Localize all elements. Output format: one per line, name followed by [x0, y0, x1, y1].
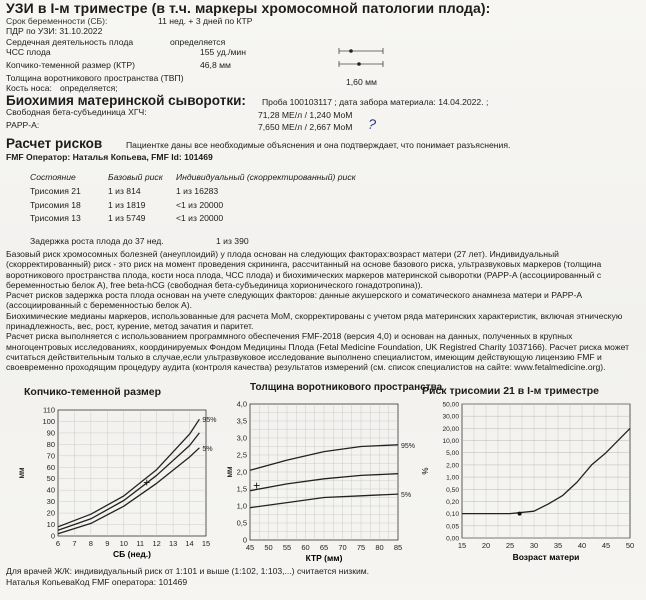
y-tick-label: 0,5 — [236, 518, 247, 528]
table-row-individual: 1 из 16283 — [176, 186, 219, 196]
cardiac-label: Сердечная деятельность плода — [6, 37, 134, 47]
explanation-paragraph: Расчет риска выполняется с использованием программного обеспечения FMF-2018 (версия 4,0) и основан на данных, полученных в крупных многоцентровых исследованиях, координируемых Фондом Медицины Плода (Fetal Medicine Foundation, UK Registred Charity 1037166). Расчет риска может считаться действительным только в случае,если ультразвуковое исследование выполнено специалистом, имеющим действующую лицензию FMF и своевременно проходящим процедуру аудита (контроля качества) результатов измерений (см. список специалистов на сайте: www.fetalmedicine.org). — [6, 331, 630, 373]
x-tick-label: 45 — [601, 541, 611, 550]
nt-chart-title: Толщина воротникового пространства — [250, 382, 443, 393]
y-tick-label: 10 — [46, 520, 55, 530]
y-tick-label: 20 — [46, 508, 55, 518]
t21-chart-title: Риск трисомии 21 в I-м триместре — [422, 385, 599, 397]
y-tick-label: 100 — [42, 416, 55, 426]
y-tick-label: 50 — [46, 474, 55, 484]
x-tick-label: 15 — [201, 539, 211, 548]
x-tick-label: 20 — [481, 541, 491, 550]
x-tick-label: 15 — [457, 541, 467, 550]
t21-chart — [418, 396, 644, 566]
x-tick-label: 12 — [152, 539, 161, 548]
y-tick-label: 0 — [50, 531, 55, 541]
x-tick-label: 70 — [338, 543, 347, 552]
y-axis-label: мм — [225, 466, 234, 478]
biochem-title: Биохимия материнской сыворотки: — [6, 93, 246, 108]
table-row-base: 1 из 1819 — [108, 200, 146, 210]
table-row-base: 1 из 814 — [108, 186, 141, 196]
x-tick-label: 6 — [55, 539, 61, 548]
hcg-value: 71,28 МЕ/л / 1,240 МоМ — [258, 110, 353, 120]
crl-chart — [0, 398, 222, 566]
y-tick-label: 30,00 — [442, 413, 459, 421]
x-tick-label: 14 — [185, 539, 194, 548]
col-base-risk: Базовый риск — [108, 172, 163, 182]
table-row-condition: Трисомия 21 — [30, 186, 81, 196]
y-tick-label: 1,5 — [236, 484, 247, 494]
pappa-value: 7,650 МЕ/л / 2,667 МоМ — [258, 122, 353, 132]
cardiac-value: определяется — [170, 37, 226, 47]
y-tick-label: 3,5 — [236, 416, 247, 426]
y-axis-label: % — [421, 467, 430, 475]
plot-frame — [58, 410, 206, 536]
hr-value: 155 уд./мин — [200, 47, 246, 57]
y-tick-label: 5,00 — [446, 450, 459, 458]
x-tick-label: 13 — [168, 539, 178, 548]
x-tick-label: 8 — [88, 539, 93, 548]
fmf-operator: FMF Оператор: Наталья Копьева, FMF Id: 101469 — [6, 152, 213, 162]
y-tick-label: 10,00 — [442, 438, 459, 446]
x-axis-label: СБ (нед.) — [113, 549, 151, 559]
x-tick-label: 25 — [505, 541, 515, 550]
legend-label: 95% — [401, 442, 416, 450]
x-tick-label: 85 — [393, 543, 403, 552]
pappa-label: PAPP-A: — [6, 120, 40, 130]
y-tick-label: 0,10 — [446, 511, 459, 519]
y-tick-label: 0,20 — [446, 498, 459, 506]
legend-label: 5% — [202, 445, 213, 453]
y-tick-label: 1,00 — [446, 474, 459, 482]
legend-label: 5% — [401, 492, 412, 500]
crl-value: 46,8 мм — [200, 60, 231, 70]
table-row-individual: <1 из 20000 — [176, 213, 224, 223]
x-tick-label: 75 — [356, 543, 366, 552]
x-tick-label: 50 — [264, 543, 273, 552]
y-tick-label: 3,0 — [236, 433, 247, 443]
nt-value: 1,60 мм — [346, 77, 377, 87]
footer-note: Для врачей Ж/К: индивидуальный риск от 1:101 и выше (1:102, 1:103,...) считается низким. — [6, 566, 370, 576]
x-tick-label: 10 — [119, 539, 128, 548]
explanation-paragraph: Биохимические медианы маркеров, использованные для расчета МоМ, скорректированы с учетом ряда материнских характеристик, включая этническую принадлежность, вес, рост, курение, метод зачатия и паритет. — [6, 310, 623, 332]
footer-operator: Наталья КопьеваКод FMF оператора: 101469 — [6, 577, 188, 587]
risk-note: Пациентке даны все необходимые объяснения и она подтверждает, что понимает разъяснения. — [126, 140, 511, 150]
x-tick-label: 80 — [375, 543, 384, 552]
explanation-paragraph: Расчет рисков задержка роста плода основан на учете следующих факторов: данные акушерского и соматического анамнеза матери и PAPP-A (ассоциированный с беременностью белок А). — [6, 290, 582, 311]
y-tick-label: 60 — [46, 462, 55, 472]
biochem-sample: Проба 100103117 ; дата забора материала: 14.04.2022. ; — [262, 97, 489, 107]
table-row-condition: Трисомия 13 — [30, 213, 81, 223]
ga-value: 11 нед. + 3 дней по КТР — [158, 16, 253, 26]
x-tick-label: 45 — [245, 543, 255, 552]
ga-label: Срок беременности (СБ): — [6, 16, 108, 26]
y-tick-label: 1,0 — [236, 501, 247, 511]
explanation-paragraph: Базовый риск хромосомных болезней (анеуплоидий) у плода основан на следующих факторах:возраст матери (27 лет). Индивидуальный (скорректированный) риск - это риск на момент проведения скрининга, рассчитанный на основе базового риска, ультразвуковых маркеров (толщина воротникового пространства плода, кости носа плода, ЧСС плода) и биохимических маркеров материнской сыворотки (PAPP-A (ассоциированный с беременностью белок А), free beta-hCG (свободная бета-субъединица хорионического гонадотропина)). — [6, 249, 602, 290]
x-tick-label: 9 — [105, 539, 110, 548]
y-tick-label: 2,0 — [236, 467, 247, 477]
x-tick-label: 65 — [319, 543, 329, 552]
patient-marker: + — [143, 475, 151, 490]
edd: ПДР по УЗИ: 31.10.2022 — [6, 26, 103, 36]
series-line-95% — [58, 419, 199, 527]
x-axis-label: КТР (мм) — [305, 553, 343, 563]
fgr-value: 1 из 390 — [216, 236, 249, 246]
y-tick-label: 4,0 — [236, 399, 247, 409]
patient-marker: + — [253, 478, 261, 493]
risk-title: Расчет рисков — [6, 136, 103, 151]
x-tick-label: 55 — [282, 543, 292, 552]
table-row-individual: <1 из 20000 — [176, 200, 224, 210]
y-tick-label: 90 — [46, 428, 55, 438]
nasal-bone-label: Кость носа: — [6, 83, 52, 93]
x-tick-label: 40 — [577, 541, 587, 550]
x-tick-label: 60 — [301, 543, 310, 552]
x-tick-label: 7 — [72, 539, 77, 548]
y-tick-label: 2,00 — [446, 462, 459, 470]
fgr-label: Задержка роста плода до 37 нед. — [30, 236, 164, 246]
y-tick-label: 0,50 — [446, 486, 459, 494]
explanation-text — [6, 249, 636, 373]
y-tick-label: 110 — [43, 405, 55, 415]
nt-label: Толщина воротникового пространства (ТВП) — [6, 73, 184, 83]
y-tick-label: 0,05 — [446, 523, 459, 531]
series-line-5% — [58, 448, 199, 534]
x-tick-label: 50 — [625, 541, 635, 550]
y-tick-label: 50,00 — [442, 401, 459, 409]
y-tick-label: 0 — [242, 535, 247, 545]
col-individual-risk: Индивидуальный (скорректированный) риск — [176, 172, 356, 182]
y-tick-label: 80 — [46, 439, 55, 449]
series-line-50% — [58, 433, 199, 530]
crl-label: Копчико-теменной размер (КТР) — [6, 60, 135, 70]
range-indicators — [335, 46, 395, 68]
nt-chart — [222, 394, 418, 566]
legend-label: 95% — [202, 417, 217, 425]
nasal-bone-value: определяется; — [60, 83, 118, 93]
y-tick-label: 20,00 — [442, 425, 459, 433]
y-tick-label: 40 — [46, 485, 55, 495]
x-axis-label: Возраст матери — [512, 552, 580, 562]
y-tick-label: 30 — [46, 497, 55, 507]
crl-chart-title: Копчико-теменной размер — [24, 386, 162, 398]
y-tick-label: 70 — [46, 451, 55, 461]
table-row-condition: Трисомия 18 — [30, 200, 81, 210]
x-tick-label: 30 — [529, 541, 539, 550]
hcg-label: Свободная бета-субъединица ХГЧ: — [6, 107, 147, 117]
col-condition: Состояние — [30, 172, 76, 182]
y-axis-label: мм — [17, 467, 26, 479]
y-tick-label: 0,00 — [446, 535, 459, 543]
x-tick-label: 35 — [553, 541, 563, 550]
x-tick-label: 11 — [136, 539, 145, 548]
y-tick-label: 2,5 — [236, 450, 247, 460]
patient-marker — [518, 512, 522, 516]
hr-label: ЧСС плода — [6, 47, 51, 57]
table-row-base: 1 из 5749 — [108, 213, 146, 223]
report-title: УЗИ в I-м триместре (в т.ч. маркеры хромосомной патологии плода): — [6, 0, 491, 16]
handwritten-mark: ? — [366, 115, 377, 133]
